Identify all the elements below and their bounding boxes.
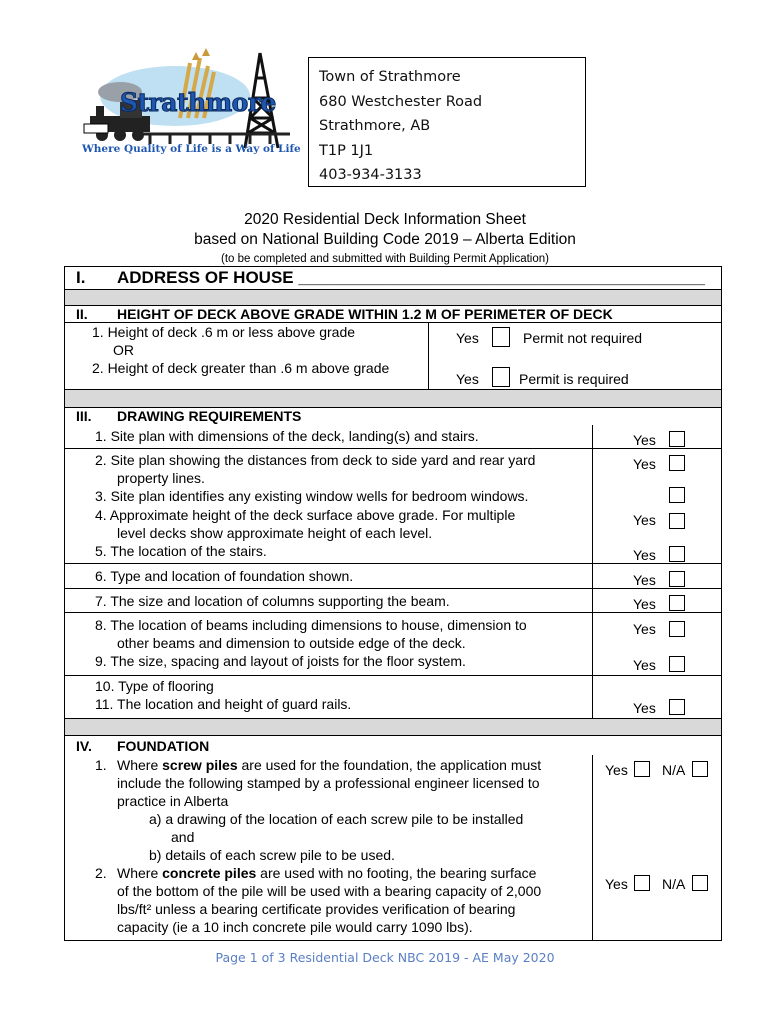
foundation-item-2: Where concrete piles are used with no footing, the bearing surface bbox=[117, 865, 537, 881]
document-instruction: (to be completed and submitted with Building Permit Application) bbox=[221, 253, 549, 265]
drawing-requirement-2: 2. Site plan showing the distances from deck to side yard and rear yard bbox=[95, 452, 536, 468]
foundation-item-2-line-4: capacity (ie a 10 inch concrete pile would carry 1090 lbs). bbox=[117, 919, 473, 935]
yes-label: Yes bbox=[605, 762, 628, 778]
foundation-item-1-line-3: practice in Alberta bbox=[117, 793, 229, 809]
drawing-requirement-4-cont: level decks show approximate height of each level. bbox=[117, 525, 433, 541]
req-9-checkbox[interactable] bbox=[669, 656, 685, 672]
yes-label: Yes bbox=[633, 572, 656, 588]
yes-label: Yes bbox=[633, 657, 656, 673]
address-line-3: Strathmore, AB bbox=[319, 118, 431, 134]
foundation-item-1a-cont: and bbox=[171, 829, 195, 845]
address-block bbox=[308, 57, 586, 187]
section-2-number: II. bbox=[76, 306, 88, 322]
drawing-requirement-8: 8. The location of beams including dimensions to house, dimension to bbox=[95, 617, 527, 633]
drawing-requirement-5: 5. The location of the stairs. bbox=[95, 543, 267, 559]
yes-label: Yes bbox=[605, 876, 628, 892]
deck-height-option-1: 1. Height of deck .6 m or less above grade bbox=[92, 324, 356, 340]
address-of-house-field[interactable]: ADDRESS OF HOUSE ___________________________________________ bbox=[117, 268, 705, 287]
yes-label: Yes bbox=[456, 371, 479, 387]
strathmore-logo bbox=[80, 48, 301, 160]
section-3-number: III. bbox=[76, 408, 92, 424]
drawing-requirement-9: 9. The size, spacing and layout of joists for the floor system. bbox=[95, 653, 466, 669]
section-3-heading: DRAWING REQUIREMENTS bbox=[117, 408, 302, 424]
section-2-heading: HEIGHT OF DECK ABOVE GRADE WITHIN 1.2 M OF PERIMETER OF DECK bbox=[117, 306, 613, 322]
foundation-item-2-line-2: of the bottom of the pile will be used with a bearing capacity of 2,000 bbox=[117, 883, 542, 899]
yes-label: Yes bbox=[633, 456, 656, 472]
deck-height-option-2: 2. Height of deck greater than .6 m above grade bbox=[92, 360, 390, 376]
deck-height-or: OR bbox=[113, 342, 134, 358]
page-footer: Page 1 of 3 Residential Deck NBC 2019 - AE May 2020 bbox=[215, 950, 555, 965]
drawing-requirement-4: 4. Approximate height of the deck surface above grade. For multiple bbox=[95, 507, 516, 523]
section-1-number: I. bbox=[76, 268, 86, 287]
na-label: N/A bbox=[662, 876, 686, 892]
yes-label: Yes bbox=[633, 432, 656, 448]
req-11-checkbox[interactable] bbox=[669, 699, 685, 715]
drawing-requirement-1: 1. Site plan with dimensions of the deck, landing(s) and stairs. bbox=[95, 428, 479, 444]
yes-label: Yes bbox=[633, 596, 656, 612]
foundation-item-2-line-3: lbs/ft² unless a bearing certificate provides verification of bearing bbox=[117, 901, 516, 917]
req-7-checkbox[interactable] bbox=[669, 595, 685, 611]
logo-tagline: Where Quality of Life is a Way of Life bbox=[82, 143, 301, 155]
yes-label: Yes bbox=[633, 512, 656, 528]
yes-label: Yes bbox=[633, 621, 656, 637]
screw-piles-na-checkbox[interactable] bbox=[692, 761, 708, 777]
permit-not-required-label: Permit not required bbox=[523, 330, 643, 346]
foundation-item-1b: b) details of each screw pile to be used. bbox=[149, 847, 395, 863]
document-subtitle: based on National Building Code 2019 – Alberta Edition bbox=[194, 231, 576, 248]
foundation-item-1a: a) a drawing of the location of each screw pile to be installed bbox=[149, 811, 524, 827]
req-1-checkbox[interactable] bbox=[669, 431, 685, 447]
drawing-requirement-10: 10. Type of flooring bbox=[95, 678, 214, 694]
concrete-piles-na-checkbox[interactable] bbox=[692, 875, 708, 891]
drawing-requirement-7: 7. The size and location of columns supporting the beam. bbox=[95, 593, 450, 609]
drawing-requirement-3: 3. Site plan identifies any existing window wells for bedroom windows. bbox=[95, 488, 529, 504]
foundation-item-1-line-2: include the following stamped by a professional engineer licensed to bbox=[117, 775, 540, 791]
permit-required-checkbox[interactable] bbox=[492, 367, 510, 387]
address-line-5: 403-934-3133 bbox=[319, 167, 422, 183]
req-6-checkbox[interactable] bbox=[669, 571, 685, 587]
foundation-item-2-number: 2. bbox=[95, 865, 107, 881]
permit-not-required-checkbox[interactable] bbox=[492, 327, 510, 347]
yes-label: Yes bbox=[456, 330, 479, 346]
drawing-requirement-2-cont: property lines. bbox=[117, 470, 205, 486]
yes-label: Yes bbox=[633, 700, 656, 716]
drawing-requirement-6: 6. Type and location of foundation shown. bbox=[95, 568, 354, 584]
screw-piles-yes-checkbox[interactable] bbox=[634, 761, 650, 777]
permit-required-label: Permit is required bbox=[519, 371, 629, 387]
foundation-item-1: Where screw piles are used for the foundation, the application must bbox=[117, 757, 542, 773]
section-4-number: IV. bbox=[76, 738, 92, 754]
drawing-requirement-11: 11. The location and height of guard rails. bbox=[95, 696, 352, 712]
req-4-checkbox[interactable] bbox=[669, 513, 685, 529]
address-line-1: Town of Strathmore bbox=[319, 69, 461, 85]
yes-label: Yes bbox=[633, 547, 656, 563]
foundation-item-1-number: 1. bbox=[95, 757, 107, 773]
req-3-checkbox[interactable] bbox=[669, 487, 685, 503]
concrete-piles-yes-checkbox[interactable] bbox=[634, 875, 650, 891]
document-title: 2020 Residential Deck Information Sheet bbox=[244, 211, 526, 228]
req-2-checkbox[interactable] bbox=[669, 455, 685, 471]
address-line-4: T1P 1J1 bbox=[319, 142, 374, 159]
drawing-requirement-8-cont: other beams and dimension to outside edge of the deck. bbox=[117, 635, 466, 651]
address-line-2: 680 Westchester Road bbox=[319, 93, 483, 110]
req-8-checkbox[interactable] bbox=[669, 621, 685, 637]
na-label: N/A bbox=[662, 762, 686, 778]
req-5-checkbox[interactable] bbox=[669, 546, 685, 562]
logo-name: Strathmore bbox=[120, 88, 276, 117]
section-4-heading: FOUNDATION bbox=[117, 738, 210, 754]
